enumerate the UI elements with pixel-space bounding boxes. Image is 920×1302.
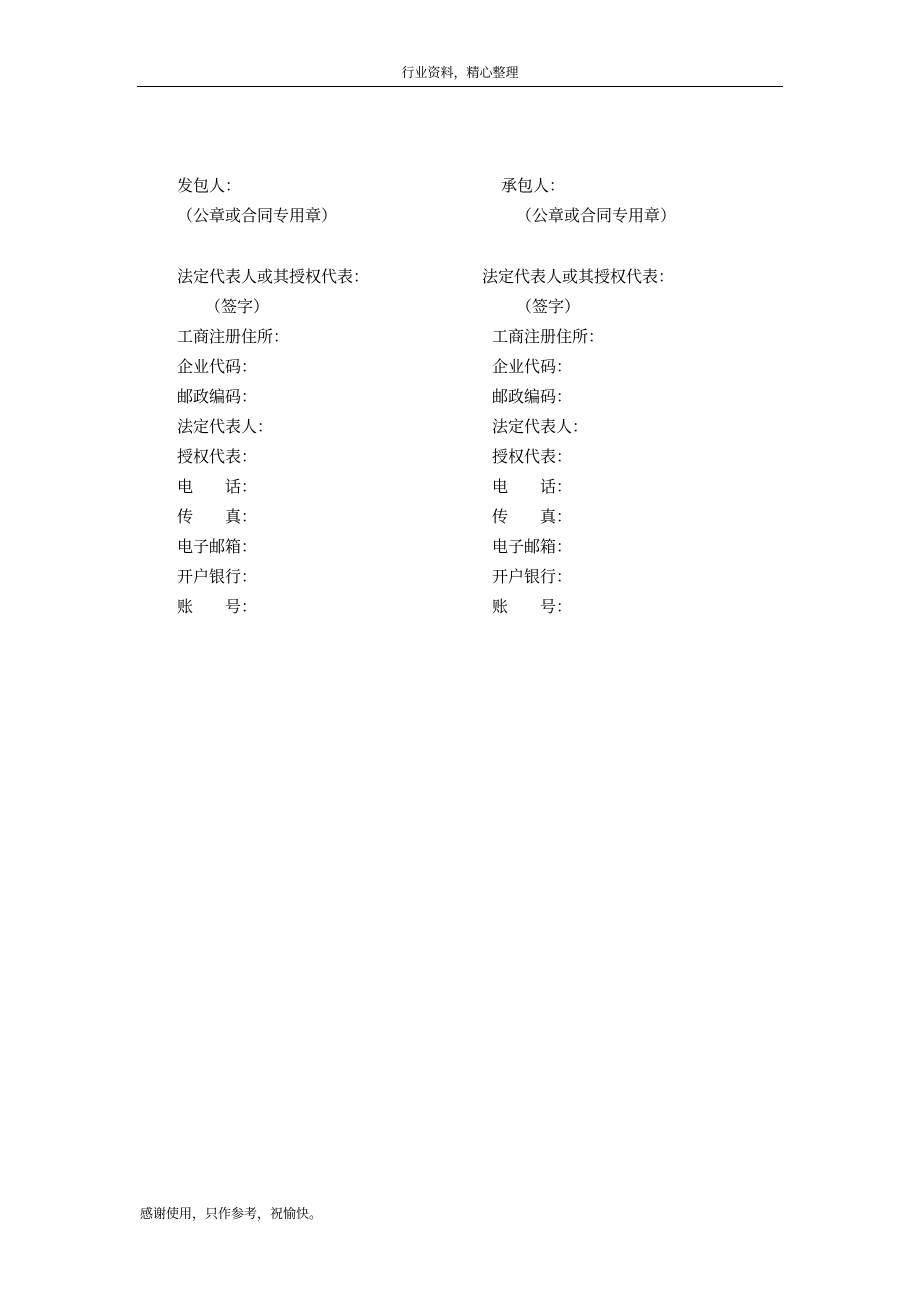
contractor-seal-note: （公章或合同专用章） xyxy=(516,206,677,225)
employer-email-label: 电子邮箱： xyxy=(177,537,258,556)
employer-bank-label: 开户银行： xyxy=(177,567,258,586)
employer-address-label: 工商注册住所： xyxy=(177,327,290,346)
contractor-bank-label: 开户银行： xyxy=(492,567,573,586)
contractor-rep-label: 法定代表人或其授权代表： xyxy=(482,267,675,286)
employer-sign-note: （签字） xyxy=(205,297,270,316)
contractor-phone-label: 电 话： xyxy=(492,477,573,496)
contractor-postal-label: 邮政编码： xyxy=(492,387,573,406)
page-header: 行业资料，精心整理 xyxy=(137,64,783,87)
employer-auth-rep-label: 授权代表： xyxy=(177,447,258,466)
employer-seal-note: （公章或合同专用章） xyxy=(177,206,338,225)
contractor-auth-rep-label: 授权代表： xyxy=(492,447,573,466)
contractor-code-label: 企业代码： xyxy=(492,357,573,376)
contractor-legal-rep-label: 法定代表人： xyxy=(492,417,589,436)
page-footer: 感谢使用，只作参考，祝愉快。 xyxy=(140,1207,323,1222)
contractor-email-label: 电子邮箱： xyxy=(492,537,573,556)
employer-code-label: 企业代码： xyxy=(177,357,258,376)
employer-rep-label: 法定代表人或其授权代表： xyxy=(177,267,370,286)
contractor-sign-note: （签字） xyxy=(516,297,581,316)
contractor-fax-label: 传 真： xyxy=(492,507,573,526)
employer-label: 发包人： xyxy=(177,176,242,195)
contractor-address-label: 工商注册住所： xyxy=(492,327,605,346)
employer-account-label: 账 号： xyxy=(177,597,258,616)
contractor-label: 承包人： xyxy=(501,176,566,195)
employer-postal-label: 邮政编码： xyxy=(177,387,258,406)
employer-fax-label: 传 真： xyxy=(177,507,258,526)
employer-legal-rep-label: 法定代表人： xyxy=(177,417,274,436)
contractor-account-label: 账 号： xyxy=(492,597,573,616)
employer-phone-label: 电 话： xyxy=(177,477,258,496)
